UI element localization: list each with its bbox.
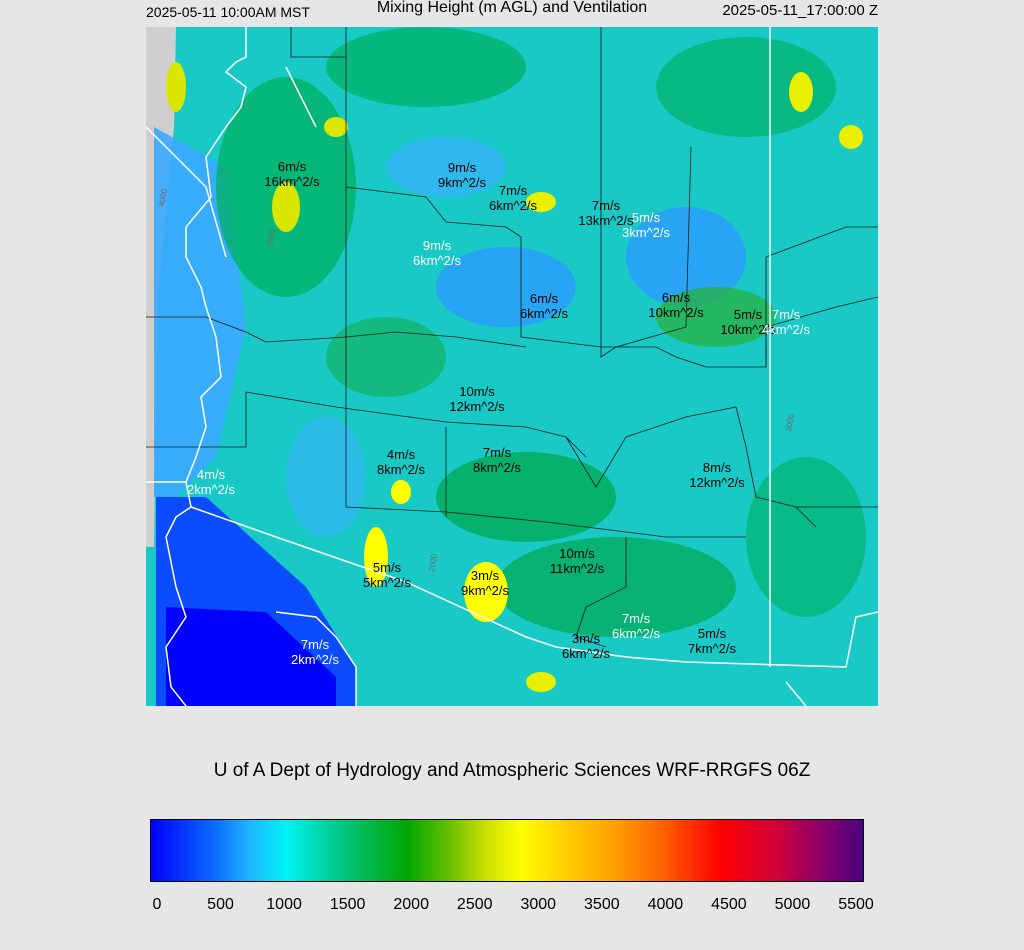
wind-speed-label: 4m/s — [386, 447, 416, 462]
colorbar-tick: 2000 — [393, 896, 429, 913]
ventilation-label: 3km^2/s — [621, 225, 671, 240]
ventilation-label: 6km^2/s — [611, 626, 661, 641]
wind-speed-label: 6m/s — [277, 159, 307, 174]
green-zone — [326, 27, 526, 107]
wind-speed-label: 6m/s — [661, 290, 691, 305]
wind-speed-label: 9m/s — [422, 238, 452, 253]
yellow-spot — [391, 480, 411, 504]
wind-speed-label: 7m/s — [771, 307, 801, 322]
wind-speed-label: 9m/s — [447, 160, 477, 175]
colorbar-tick: 4000 — [647, 896, 684, 913]
green-zone — [436, 452, 616, 542]
ventilation-label: 16km^2/s — [264, 174, 320, 189]
page-title: Mixing Height (m AGL) and Ventilation — [376, 0, 648, 16]
wind-speed-label: 5m/s — [697, 626, 727, 641]
colorbar-tick: 1500 — [329, 896, 366, 913]
ventilation-label: 6km^2/s — [412, 253, 462, 268]
wind-speed-label: 7m/s — [300, 637, 330, 652]
wind-speed-label: 10m/s — [459, 384, 495, 399]
ventilation-label: 2km^2/s — [290, 652, 340, 667]
ventilation-label: 6km^2/s — [561, 646, 611, 661]
colorbar-tick: 3000 — [520, 896, 557, 913]
wind-speed-label: 7m/s — [591, 198, 621, 213]
ventilation-label: 2km^2/s — [186, 482, 236, 497]
colorbar-tick: 3500 — [584, 896, 620, 913]
ventilation-label: 12km^2/s — [449, 399, 505, 414]
contour-label: 3000 — [784, 413, 797, 433]
ventilation-label: 8km^2/s — [472, 460, 522, 475]
wind-speed-label: 7m/s — [498, 183, 528, 198]
ventilation-label: 10km^2/s — [648, 305, 704, 320]
green-zone — [746, 457, 866, 617]
ventilation-label: 7km^2/s — [687, 641, 737, 656]
colorbar-tick: 1000 — [266, 896, 302, 913]
colorbar-tick: 0 — [152, 896, 162, 913]
colorbar-tick: 2500 — [456, 896, 493, 913]
yellow-spot — [526, 672, 556, 692]
wind-speed-label: 3m/s — [571, 631, 601, 646]
contour-label: 2000 — [427, 553, 440, 573]
yellow-spot — [324, 117, 348, 137]
colorbar-tick: 5500 — [838, 896, 874, 913]
ventilation-label: 12km^2/s — [689, 475, 745, 490]
yellow-spot — [839, 125, 863, 149]
green-zone — [326, 317, 446, 397]
ventilation-label: 13km^2/s — [578, 213, 634, 228]
colorbar — [150, 819, 864, 882]
wind-speed-label: 10m/s — [559, 546, 595, 561]
wind-speed-label: 6m/s — [529, 291, 559, 306]
wind-speed-label: 4m/s — [196, 467, 226, 482]
utc-timestamp: 2025-05-11_17:00:00 Z — [722, 2, 878, 19]
ventilation-label: 8km^2/s — [376, 462, 426, 477]
wind-speed-label: 5m/s — [372, 560, 402, 575]
contour-label: 4000 — [157, 188, 170, 208]
ventilation-label: 9km^2/s — [437, 175, 487, 190]
colorbar-tick: 5000 — [774, 896, 811, 913]
wind-speed-label: 8m/s — [702, 460, 732, 475]
ventilation-label: 6km^2/s — [519, 306, 569, 321]
ventilation-label: 5km^2/s — [362, 575, 412, 590]
model-credit: U of A Dept of Hydrology and Atmospheric Sciences WRF-RRGFS 06Z — [213, 760, 811, 781]
yellow-spot — [166, 62, 186, 112]
ventilation-label: 4km^2/s — [761, 322, 811, 337]
wind-speed-label: 3m/s — [470, 568, 500, 583]
wind-speed-label: 5m/s — [631, 210, 661, 225]
ventilation-label: 11km^2/s — [549, 561, 605, 576]
contour-label: 2000 — [265, 228, 278, 248]
ventilation-label: 10km^2/s — [720, 322, 776, 337]
wind-speed-label: 7m/s — [482, 445, 512, 460]
wind-speed-label: 7m/s — [621, 611, 651, 626]
ventilation-label: 9km^2/s — [460, 583, 510, 598]
blue-patch — [286, 417, 366, 537]
wind-speed-label: 5m/s — [733, 307, 763, 322]
colorbar-tick: 500 — [207, 896, 234, 913]
ventilation-label: 6km^2/s — [488, 198, 538, 213]
green-zone — [496, 537, 736, 637]
yellow-spot — [789, 72, 813, 112]
mixing-height-map — [146, 27, 878, 706]
yellow-spot — [272, 182, 300, 232]
local-timestamp: 2025-05-11 10:00AM MST — [146, 4, 310, 20]
colorbar-tick: 4500 — [711, 896, 747, 913]
